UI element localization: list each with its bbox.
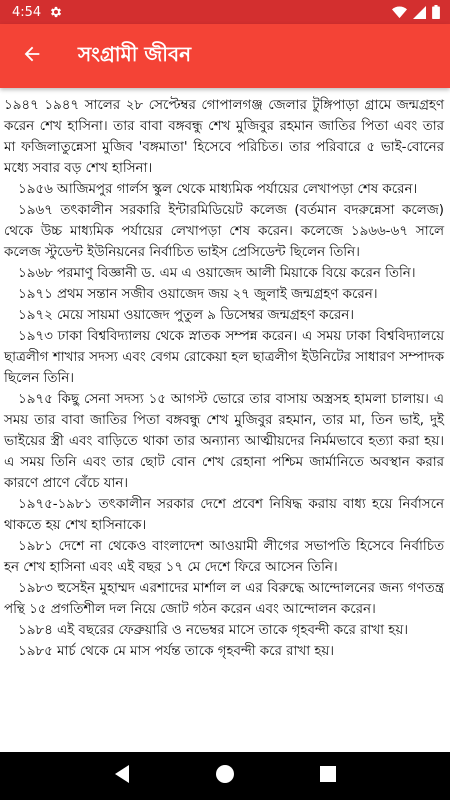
paragraph-1968: ১৯৬৮ পরমাণু বিজ্ঞানী ড. এম এ ওয়াজেদ আলী মিয়াকে বিয়ে করেন তিনি। [18, 266, 416, 281]
paragraph-1971: ১৯৭১ প্রথম সন্তান সজীব ওয়াজেদ জয় ২৭ জুলাই জন্মগ্রহণ করেন। [18, 287, 378, 302]
paragraph-1947: ১৯৪৭ ১৯৪৭ সালের ২৮ সেপ্টেম্বর গোপালগঞ্জ জেলার টুঙ্গিপাড়া গ্রামে জন্মগ্রহণ করেন শেখ হাসিনা। তার বাবা বঙ্গবন্ধু শেখ মুজিবুর রহমান জাতির পিতা এবং তার মা ফজিলাতুন্নেসা মুজিব 'বঙ্গমাতা' হিসেবে পরিচিত। তার পরিবারে ৫ ভাই-বোনের মধ্যে সবার বড় শেখ হাসিনা। [4, 98, 444, 176]
paragraph-1972: ১৯৭২ মেয়ে সায়মা ওয়াজেদ পুতুল ৯ ডিসেম্বর জন্মগ্রহণ করেন। [18, 308, 355, 323]
paragraph-1975: ১৯৭৫ কিছু সেনা সদস্য ১৫ আগস্ট ভোরে তার বাসায় অস্ত্রসহ হামলা চালায়। এ সময় তার বাবা জাতির পিতা বঙ্গবন্ধু শেখ মুজিবুর রহমান, তার মা, তিন ভাই, দুই ভাইয়ের স্ত্রী এবং বাড়িতে থাকা তার অন্যান্য আত্মীয়দের নির্মমভাবে হত্যা করা হয়। এ সময় তিনি এবং তার ছোট বোন শেখ রেহানা পশ্চিম জার্মানিতে অবস্থান করার কারণে প্রাণে বেঁচে যান। [4, 392, 444, 491]
paragraph-1956: ১৯৫৬ আজিমপুর গার্লস স্কুল থেকে মাধ্যমিক পর্যায়ের লেখাপড়া শেষ করেন। [18, 182, 418, 197]
nav-home-icon [215, 764, 235, 788]
settings-gear-icon [49, 5, 63, 19]
nav-back-icon [113, 764, 131, 788]
nav-recents-icon [319, 765, 337, 787]
cellular-signal-icon [413, 6, 426, 19]
back-button[interactable] [4, 28, 60, 84]
page-title: সংগ্রামী জীবন [78, 41, 192, 66]
system-nav-bar [0, 752, 450, 800]
paragraph-1981: ১৯৮১ দেশে না থেকেও বাংলাদেশ আওয়ামী লীগের সভাপতি হিসেবে নির্বাচিত হন শেখ হাসিনা এবং এই বছর ১৭ মে দেশে ফিরে আসেন তিনি। [4, 539, 444, 575]
battery-icon [432, 5, 440, 19]
status-bar [0, 0, 450, 24]
wifi-icon [392, 6, 407, 19]
paragraph-1983: ১৯৮৩ হুসেইন মুহাম্মদ এরশাদের মার্শাল ল এর বিরুদ্ধে আন্দোলনের জন্য গণতন্ত্র পন্থি ১৫ প্রগতিশীল দল নিয়ে জোট গঠন করেন এবং আন্দোলন করেন। [4, 581, 444, 617]
paragraph-1975-1981: ১৯৭৫-১৯৮১ তৎকালীন সরকার দেশে প্রবেশ নিষিদ্ধ করায় বাধ্য হয়ে নির্বাসনে থাকতে হয় শেখ হাসিনাকে। [4, 497, 444, 533]
status-icons [392, 5, 440, 19]
paragraph-1985: ১৯৮৫ মার্চ থেকে মে মাস পর্যন্ত তাকে গৃহবন্দী করে রাখা হয়। [18, 644, 335, 659]
nav-back-button[interactable] [100, 754, 144, 798]
app-bar [0, 24, 450, 88]
nav-recents-button[interactable] [306, 754, 350, 798]
paragraph-1984: ১৯৮৪ এই বছরের ফেব্রুয়ারি ও নভেম্বর মাসে তাকে গৃহবন্দী করে রাখা হয়। [18, 623, 408, 638]
back-arrow-icon [21, 43, 43, 69]
article-content[interactable] [0, 88, 450, 752]
paragraph-1967: ১৯৬৭ তৎকালীন সরকারি ইন্টারমিডিয়েট কলেজ (বর্তমান বদরুন্নেসা কলেজ) থেকে উচ্চ মাধ্যমিক পর্যায়ের লেখাপড়া শেষ করেন। কলেজে ১৯৬৬-৬৭ সালে কলেজ স্টুডেন্ট ইউনিয়নের নির্বাচিত ভাইস প্রেসিডেন্ট ছিলেন তিনি। [4, 203, 444, 260]
paragraph-1973: ১৯৭৩ ঢাকা বিশ্ববিদ্যালয় থেকে স্নাতক সম্পন্ন করেন। এ সময় ঢাকা বিশ্ববিদ্যালয়ে ছাত্রলীগ শাখার সদস্য এবং বেগম রোকেয়া হল ছাত্রলীগ ইউনিটের সাধারণ সম্পাদক ছিলেন তিনি। [4, 329, 444, 386]
nav-home-button[interactable] [203, 754, 247, 798]
status-time: 4:54 [12, 4, 42, 20]
